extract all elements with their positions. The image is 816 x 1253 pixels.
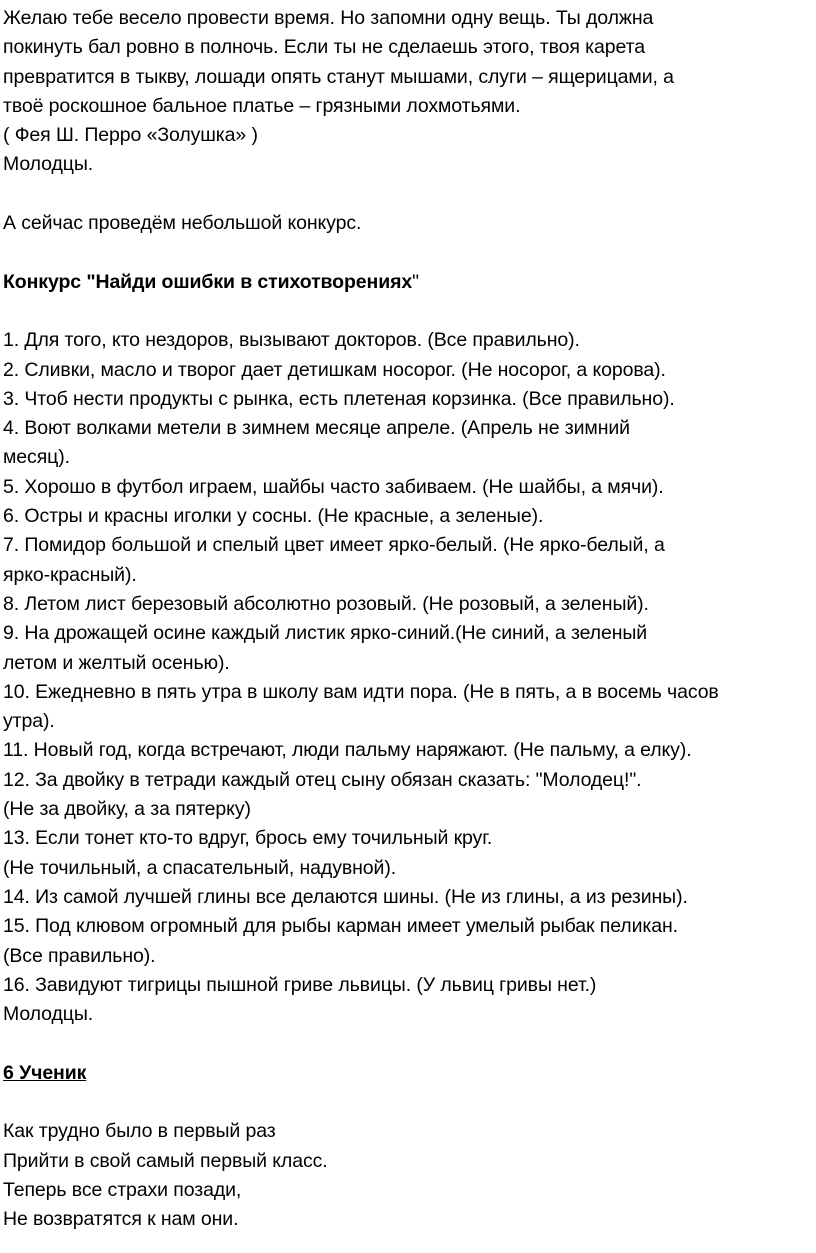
list-item: 7. Помидор большой и спелый цвет имеет ярко-белый. (Не ярко-белый, а bbox=[3, 534, 665, 557]
list-item: 9. На дрожащей осине каждый листик ярко-синий.(Не синий, а зеленый bbox=[3, 622, 648, 645]
list-item: ярко-красный). bbox=[3, 563, 137, 586]
contest-title-tail: " bbox=[412, 270, 419, 293]
poem-line: Прийти в свой самый первый класс. bbox=[3, 1149, 328, 1172]
list-item: (Не точильный, а спасательный, надувной). bbox=[3, 856, 397, 879]
list-item: 16. Завидуют тигрицы пышной гриве львицы. (У львиц гривы нет.) bbox=[3, 973, 597, 996]
citation-line: ( Фея Ш. Перро «Золушка» ) bbox=[3, 124, 258, 147]
student-heading: 6 Ученик bbox=[3, 1061, 87, 1084]
list-item: 14. Из самой лучшей глины все делаются шины. (Не из глины, а из резины). bbox=[3, 885, 688, 908]
spacer bbox=[3, 297, 813, 326]
text-line: Молодцы. bbox=[3, 153, 94, 176]
list-item: 12. За двойку в тетради каждый отец сыну обязан сказать: "Молодец!". bbox=[3, 768, 642, 791]
text-line: покинуть бал ровно в полночь. Если ты не сделаешь этого, твоя карета bbox=[3, 36, 645, 59]
list-item: 3. Чтоб нести продукты с рынка, есть плетеная корзинка. (Все правильно). bbox=[3, 387, 675, 410]
text-line: твоё роскошное бальное платье – грязными лохмотьями. bbox=[3, 94, 521, 117]
intro-paragraph bbox=[3, 4, 813, 180]
list-item: утра). bbox=[3, 710, 55, 733]
document-page bbox=[3, 4, 813, 1234]
text-line: превратится в тыкву, лошади опять станут мышами, слуги – ящерицами, а bbox=[3, 65, 674, 88]
list-item: летом и желтый осенью). bbox=[3, 651, 230, 674]
poem-line: Не возвратятся к нам они. bbox=[3, 1208, 239, 1231]
poem-line: Как трудно было в первый раз bbox=[3, 1120, 276, 1143]
list-item: 4. Воют волками метели в зимнем месяце апреле. (Апрель не зимний bbox=[3, 417, 630, 440]
poem bbox=[3, 1117, 813, 1234]
list-item: 2. Сливки, масло и творог дает детишкам носорог. (Не носорог, а корова). bbox=[3, 358, 666, 381]
list-item: 15. Под клювом огромный для рыбы карман имеет умелый рыбак пеликан. bbox=[3, 915, 678, 938]
list-item: 1. Для того, кто нездоров, вызывают докторов. (Все правильно). bbox=[3, 329, 580, 352]
list-item: (Все правильно). bbox=[3, 944, 156, 967]
list-item: 5. Хорошо в футбол играем, шайбы часто забиваем. (Не шайбы, а мячи). bbox=[3, 475, 664, 498]
spacer bbox=[3, 180, 813, 209]
contest-title bbox=[3, 268, 813, 297]
announce-line: А сейчас проведём небольшой конкурс. bbox=[3, 212, 362, 235]
list-item: 11. Новый год, когда встречают, люди пальму наряжают. (Не пальму, а елку). bbox=[3, 739, 692, 762]
spacer bbox=[3, 238, 813, 267]
spacer bbox=[3, 1029, 813, 1058]
list-item: Молодцы. bbox=[3, 1003, 94, 1026]
list-item: (Не за двойку, а за пятерку) bbox=[3, 798, 251, 821]
list-item: 6. Остры и красны иголки у сосны. (Не красные, а зеленые). bbox=[3, 505, 544, 528]
contest-title-bold: Конкурс "Найди ошибки в стихотворениях bbox=[3, 270, 413, 293]
spacer bbox=[3, 1088, 813, 1117]
list-item: 8. Летом лист березовый абсолютно розовый. (Не розовый, а зеленый). bbox=[3, 592, 649, 615]
list-item: 13. Если тонет кто-то вдруг, брось ему точильный круг. bbox=[3, 827, 493, 850]
text-line: Желаю тебе весело провести время. Но запомни одну вещь. Ты должна bbox=[3, 7, 654, 29]
poem-line: Теперь все страхи позади, bbox=[3, 1178, 242, 1201]
list-item: месяц). bbox=[3, 446, 70, 469]
contest-list bbox=[3, 326, 813, 1029]
list-item: 10. Ежедневно в пять утра в школу вам идти пора. (Не в пять, а в восемь часов bbox=[3, 680, 719, 703]
